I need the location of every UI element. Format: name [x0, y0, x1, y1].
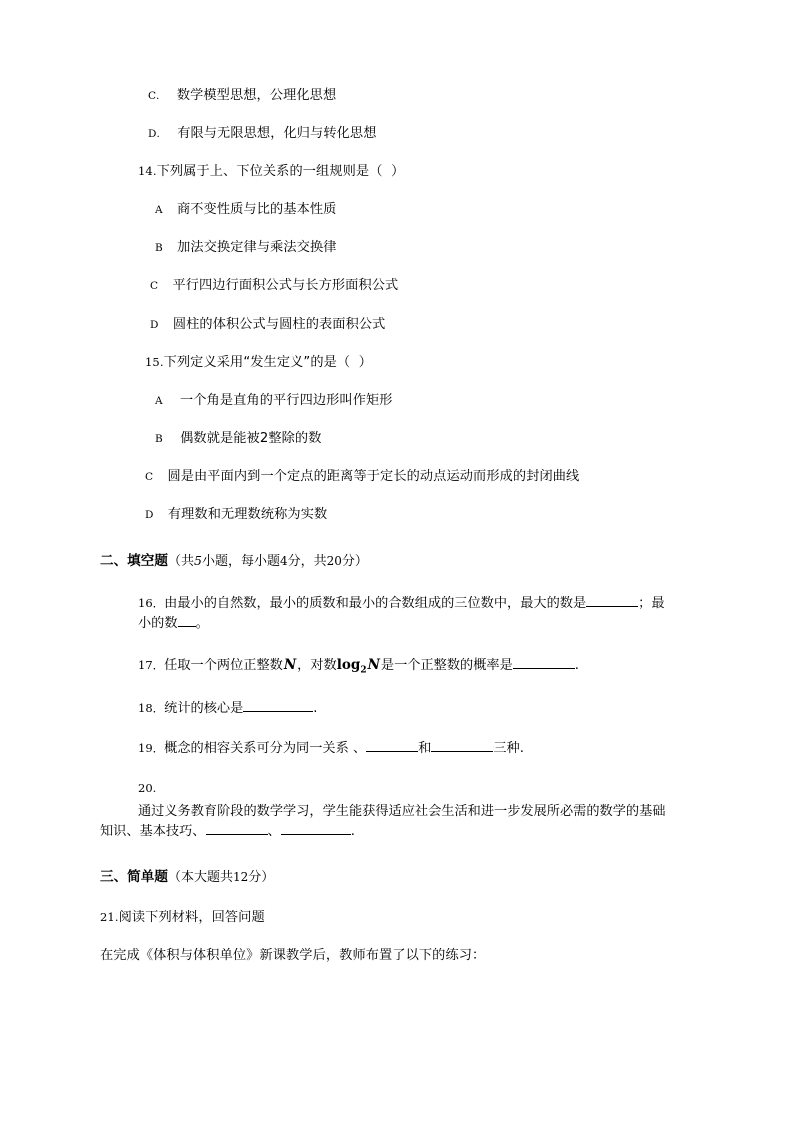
question-number: 14. — [138, 164, 157, 179]
question-text: 通过义务教育阶段的数学学习，学生能获得适应社会生活和进一步发展所必需的数学的基础知识、基本技巧、 — [100, 803, 666, 840]
question-number: 16． — [138, 595, 165, 610]
question-15-option-b — [155, 431, 668, 447]
section-title: 二、填空题 — [100, 553, 168, 570]
question-text: 下列定义采用“发生定义”的是（ ） — [163, 354, 373, 370]
option-text: 加法交换定律与乘法交换律 — [177, 240, 337, 256]
carryover-option-c — [148, 88, 668, 104]
question-number: 20. — [138, 781, 157, 796]
section-total-score: 20 — [326, 554, 342, 569]
question-text: 概念的相容关系可分为同一关系 、 — [164, 740, 367, 756]
question-15-stem — [145, 355, 668, 371]
question-number: 19． — [138, 740, 165, 755]
question-text-cont: ，对数 — [297, 657, 337, 673]
option-letter: D. — [148, 128, 161, 141]
math-log-expression: $\log_2$ — [336, 656, 367, 676]
option-letter: D — [150, 318, 159, 331]
option-letter: C — [150, 280, 159, 293]
section-per-question-score: 4 — [279, 554, 288, 569]
question-text: 统计的核心是 — [164, 700, 244, 716]
section-total-score: 12 — [232, 869, 249, 884]
carryover-option-d — [148, 126, 668, 142]
question-14-option-b — [155, 240, 668, 256]
question-20-number — [138, 779, 668, 799]
question-text-end: 。 — [195, 616, 209, 632]
question-text-end: 三种. — [493, 740, 524, 756]
section-meta-open: （本大题共 — [167, 869, 233, 885]
option-text: 商不变性质与比的基本性质 — [176, 202, 337, 218]
question-text: 阅读下列材料，回答问题 — [118, 909, 265, 925]
question-15-option-a — [155, 393, 668, 409]
option-text: 数学模型思想，公理化思想 — [176, 88, 337, 103]
question-text-cont2: 是一个正整数的概率是 — [380, 657, 513, 673]
question-number: 15. — [145, 354, 164, 369]
section-meta-close: 分） — [341, 554, 368, 570]
option-text: 一个角是直角的平行四边形叫作矩形 — [179, 392, 393, 408]
question-14-option-c — [150, 278, 668, 294]
question-text-cont: 、 — [267, 824, 281, 840]
section-3-heading — [100, 869, 668, 886]
question-17 — [138, 655, 668, 679]
option-letter: A — [155, 394, 163, 407]
option-text: 圆是由平面内到一个定点的距离等于定长的动点运动而形成的封闭曲线 — [167, 468, 580, 484]
answer-blank[interactable] — [281, 834, 351, 835]
section-meta-mid: 小题，每小题 — [201, 554, 280, 570]
answer-blank[interactable] — [243, 711, 313, 712]
section-2-heading — [100, 553, 668, 570]
question-text-cont: 和 — [418, 740, 432, 756]
question-14-option-a — [155, 202, 668, 218]
section-meta-open: （共 — [167, 554, 194, 570]
section-title: 三、简单题 — [100, 868, 168, 885]
question-text-end: . — [350, 824, 355, 840]
option-letter: C — [145, 470, 154, 483]
question-15-option-d — [145, 507, 668, 523]
question-20-body — [100, 802, 668, 843]
question-text: 任取一个两位正整数 — [164, 657, 283, 673]
option-letter: B — [155, 432, 164, 445]
question-number: 17． — [138, 657, 165, 672]
question-14-option-d — [150, 317, 668, 333]
question-16 — [138, 594, 668, 635]
option-letter: A — [155, 204, 163, 217]
question-19 — [138, 739, 668, 759]
question-text-cont: ；最小的数 — [138, 595, 665, 632]
answer-blank[interactable] — [206, 834, 268, 835]
question-18 — [138, 699, 668, 719]
option-letter: D — [145, 509, 154, 522]
math-variable-n: N — [283, 656, 297, 673]
option-text: 平行四边行面积公式与长方形面积公式 — [172, 278, 399, 294]
question-text: 下列属于上、下位关系的一组规则是（ ） — [156, 164, 405, 180]
question-text: 由最小的自然数，最小的质数和最小的合数组成的三位数中，最大的数是 — [164, 595, 587, 611]
option-text: 有限与无限思想，化归与转化思想 — [177, 126, 377, 142]
question-21-stem — [100, 910, 668, 926]
question-14-stem — [138, 164, 668, 180]
question-number: 18． — [138, 700, 165, 715]
option-text: 偶数就是能被2整除的数 — [180, 430, 322, 446]
section-meta-close: 分） — [248, 869, 275, 885]
option-text: 圆柱的体积公式与圆柱的表面积公式 — [172, 316, 386, 332]
option-text: 有理数和无理数统称为实数 — [167, 507, 328, 523]
option-letter: B — [155, 242, 164, 255]
answer-blank[interactable] — [366, 751, 418, 752]
question-text-end: . — [574, 657, 579, 673]
answer-blank[interactable] — [586, 606, 638, 607]
option-letter: C. — [148, 90, 160, 102]
question-number: 21. — [100, 909, 119, 924]
section-meta-mid2: 分，共 — [287, 554, 327, 570]
answer-blank[interactable] — [431, 751, 493, 752]
question-21-body: 在完成《体积与体积单位》新课教学后，教师布置了以下的练习： — [100, 947, 486, 963]
question-15-option-c — [145, 469, 668, 485]
question-text-end: . — [313, 700, 318, 716]
section-question-count: 5 — [193, 553, 202, 569]
answer-blank[interactable] — [513, 668, 575, 669]
math-variable-n: N — [367, 656, 380, 673]
answer-blank[interactable] — [178, 626, 196, 627]
